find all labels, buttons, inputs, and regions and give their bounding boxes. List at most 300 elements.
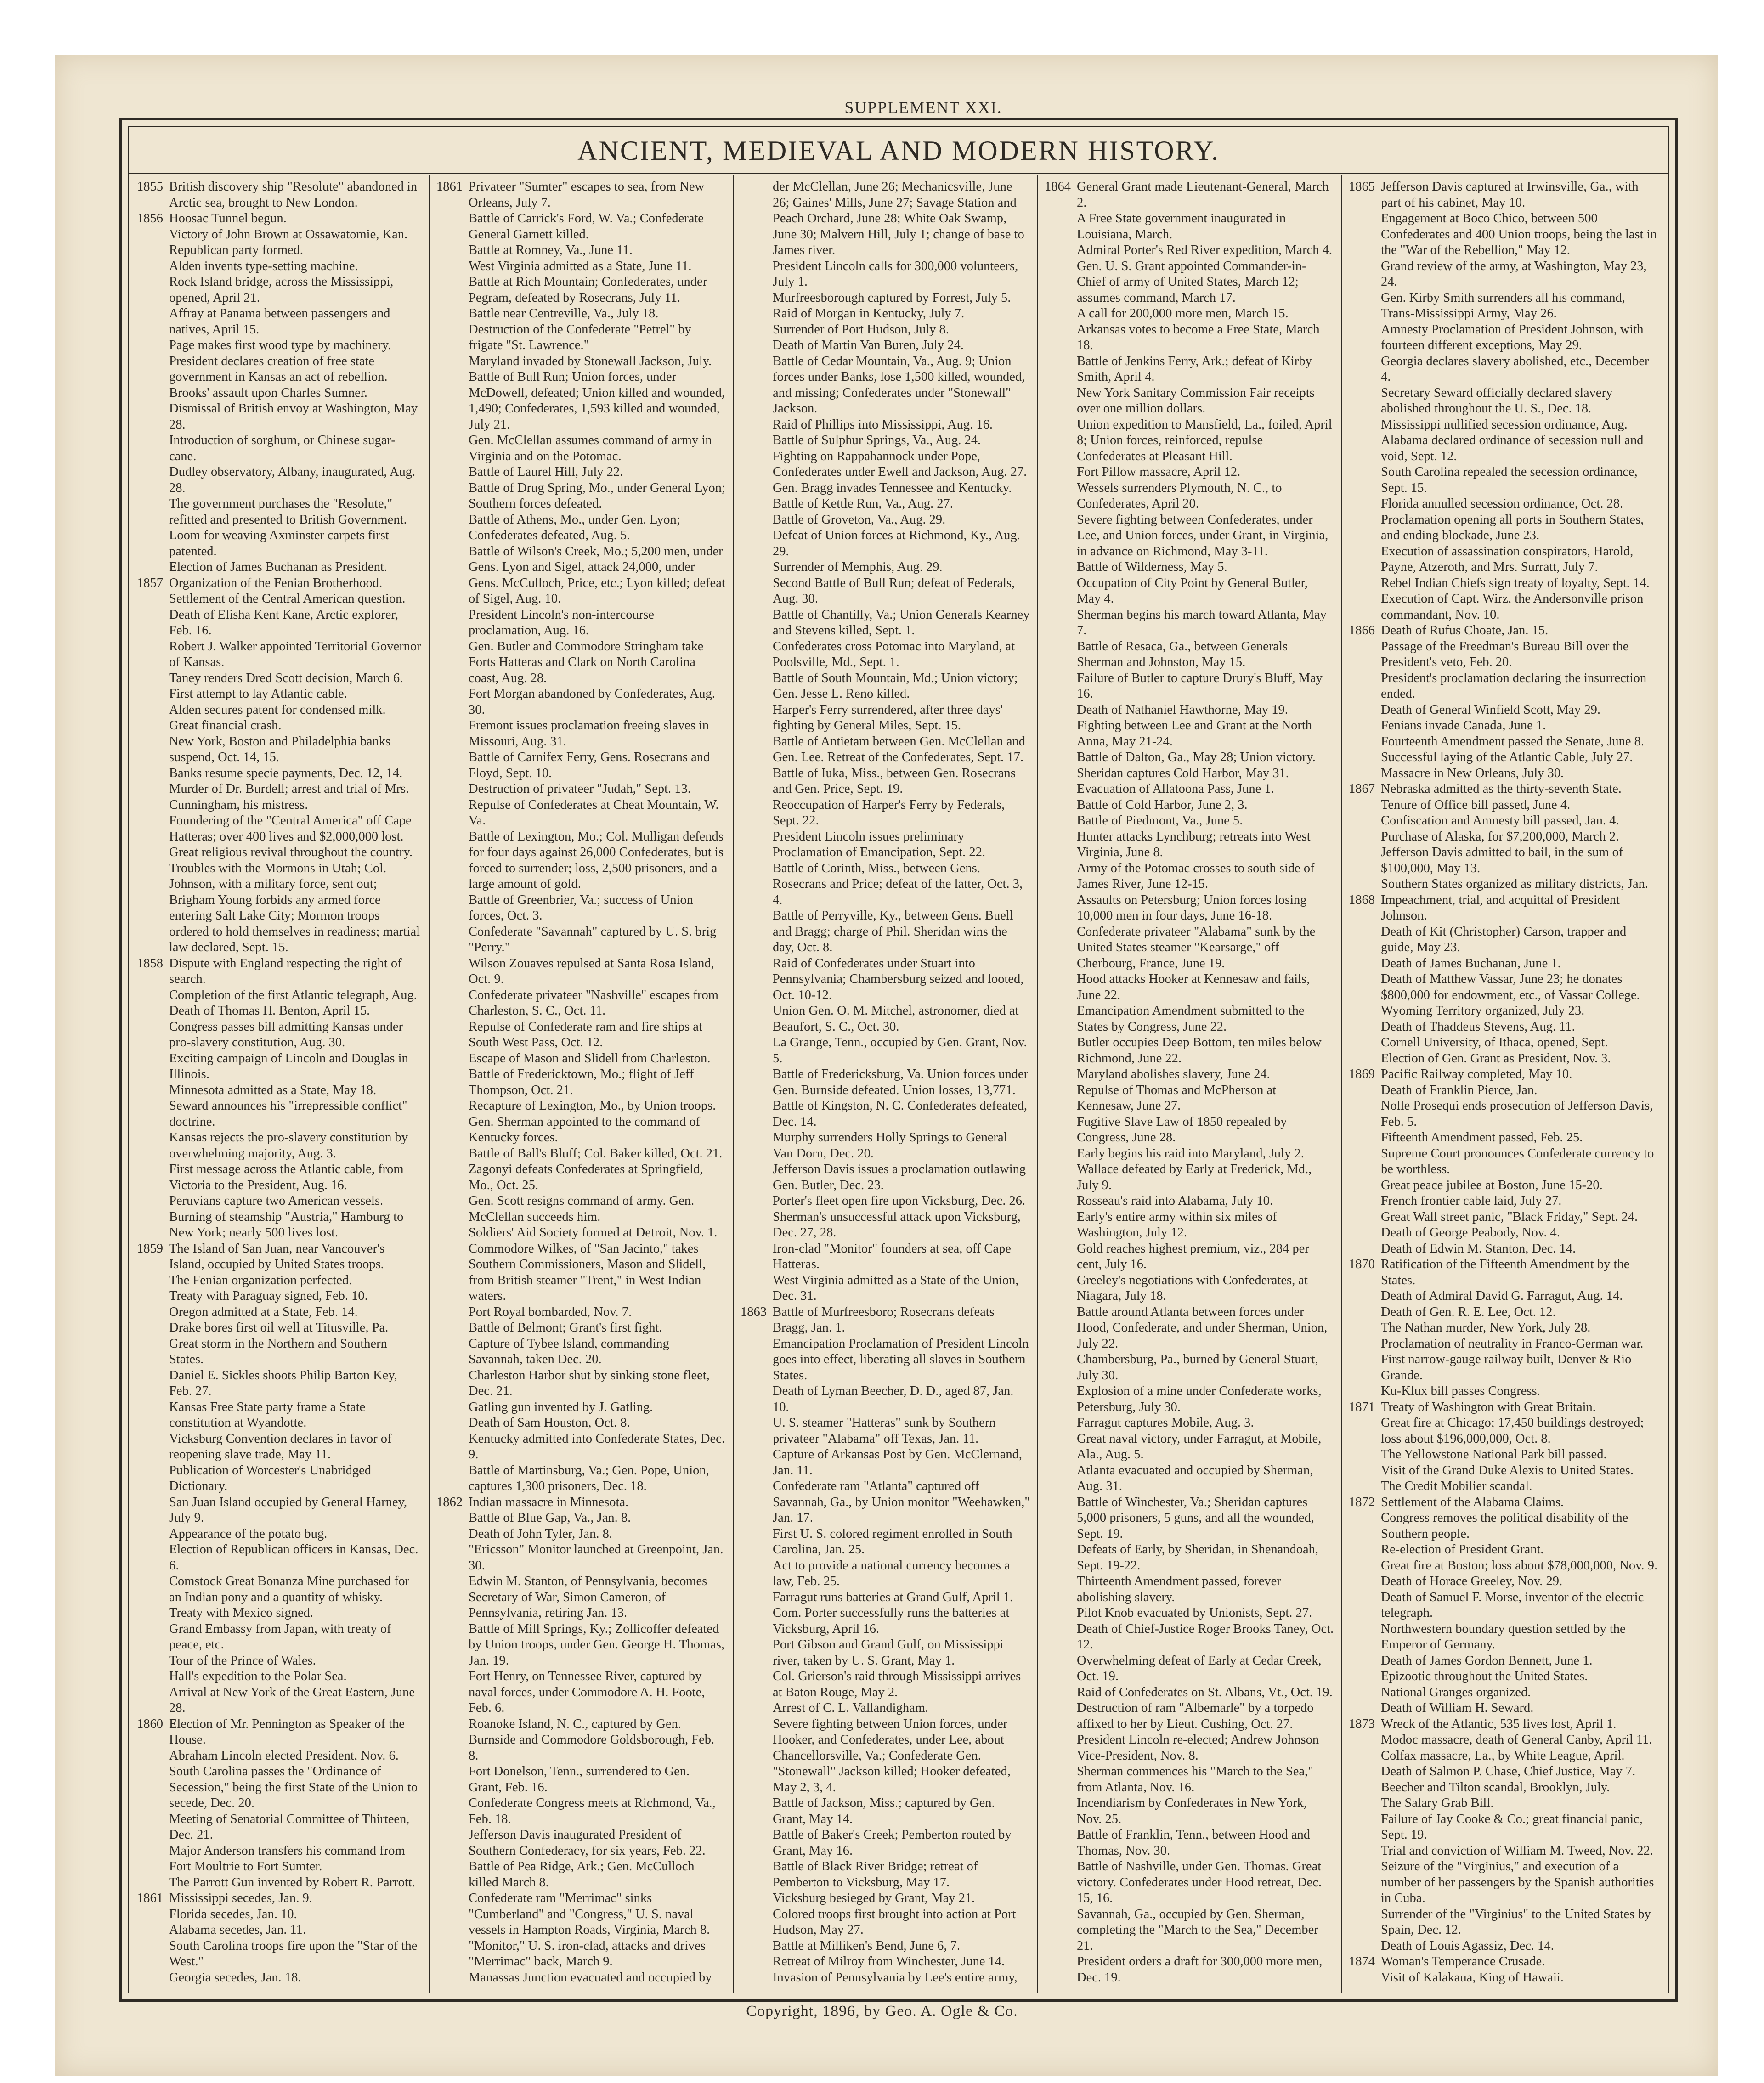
entry-text: The Fenian organization perfected. bbox=[169, 1273, 352, 1287]
entry-text: Meeting of Senatorial Committee of Thirteen, Dec. 21. bbox=[169, 1812, 410, 1842]
history-entry bbox=[1349, 781, 1661, 797]
entry-text: Severe fighting between Confederates, under Lee, and Union forces, under Grant, in Virginia, in advance on Richmond, May 3-11. bbox=[1077, 512, 1329, 559]
history-entry bbox=[137, 1812, 422, 1843]
entry-year bbox=[1349, 1019, 1381, 1035]
entry-text: Major Anderson transfers his command from Fort Moultrie to Fort Sumter. bbox=[169, 1843, 405, 1874]
entry-year bbox=[741, 702, 773, 734]
entry-year bbox=[1045, 971, 1077, 1003]
entry-year bbox=[741, 1447, 773, 1479]
entry-text: Roanoke Island, N. C., captured by Gen. Burnside and Commodore Goldsborough, Feb. 8. bbox=[469, 1716, 715, 1763]
entry-year: 1857 bbox=[137, 576, 163, 590]
entry-text: Union expedition to Mansfield, La., foiled, April 8; Union forces, reinforced, repulse Confederates at Pleasant Hill. bbox=[1077, 417, 1332, 463]
history-entry bbox=[1349, 1336, 1661, 1352]
entry-text: Treaty with Mexico signed. bbox=[169, 1606, 314, 1620]
history-entry bbox=[436, 924, 726, 956]
entry-text: Epizootic throughout the United States. bbox=[1381, 1669, 1588, 1683]
history-entry bbox=[1045, 1083, 1334, 1114]
entry-text: Passage of the Freedman's Bureau Bill over the President's veto, Feb. 20. bbox=[1381, 639, 1629, 669]
history-entry bbox=[1045, 417, 1334, 465]
entry-year bbox=[436, 686, 469, 718]
entry-text: Assaults on Petersburg; Union forces losing 10,000 men in four days, June 16-18. bbox=[1077, 892, 1307, 923]
entry-year bbox=[436, 1098, 469, 1114]
entry-text: Tour of the Prince of Wales. bbox=[169, 1653, 316, 1668]
entry-text: General Grant made Lieutenant-General, March 2. bbox=[1077, 180, 1329, 210]
entry-year bbox=[741, 1970, 773, 1985]
page-frame-inner bbox=[128, 126, 1669, 1993]
history-entry bbox=[436, 686, 726, 718]
history-entry bbox=[137, 1241, 422, 1273]
entry-year bbox=[741, 1669, 773, 1700]
entry-text: Battle of Fredericksburg, Va. Union forces under Gen. Burnside defeated. Union losses, 13,771. bbox=[773, 1067, 1029, 1097]
history-entry bbox=[1045, 1035, 1334, 1067]
entry-year bbox=[137, 781, 169, 813]
entry-year bbox=[436, 1526, 469, 1542]
history-entry bbox=[1349, 671, 1661, 702]
history-entry bbox=[1349, 1510, 1661, 1542]
history-entry bbox=[1045, 750, 1334, 766]
entry-year bbox=[741, 1273, 773, 1304]
entry-text: First message across the Atlantic cable, from Victoria to the President, Aug. 16. bbox=[169, 1162, 404, 1192]
history-entry bbox=[741, 956, 1030, 1004]
entry-text: Beecher and Tilton scandal, Brooklyn, July. bbox=[1381, 1780, 1610, 1795]
entry-year bbox=[1349, 1098, 1381, 1130]
entry-year bbox=[1349, 766, 1381, 782]
history-entry bbox=[1349, 1193, 1661, 1209]
history-entry bbox=[436, 1304, 726, 1321]
history-entry bbox=[137, 845, 422, 861]
history-entry bbox=[1349, 971, 1661, 1003]
history-entry bbox=[137, 1130, 422, 1162]
entry-text: Abraham Lincoln elected President, Nov. 6. South Carolina passes the "Ordinance of Secession," being the first State of the Union to secede, Dec. 20. bbox=[169, 1748, 418, 1810]
history-entry bbox=[741, 449, 1030, 480]
history-entry bbox=[436, 1574, 726, 1621]
entry-year bbox=[741, 1162, 773, 1193]
history-entry bbox=[741, 1130, 1030, 1162]
entry-text: Colfax massacre, La., by White League, April. bbox=[1381, 1748, 1625, 1763]
entry-year bbox=[1349, 1669, 1381, 1685]
entry-year bbox=[1045, 1431, 1077, 1463]
history-entry bbox=[1045, 306, 1334, 322]
entry-year bbox=[1349, 750, 1381, 766]
entry-year bbox=[1045, 1859, 1077, 1907]
history-entry bbox=[1349, 1352, 1661, 1383]
history-entry bbox=[1045, 766, 1334, 782]
entry-text: Battle of Athens, Mo., under Gen. Lyon; Confederates defeated, Aug. 5. bbox=[469, 512, 680, 542]
history-entry bbox=[1045, 1653, 1334, 1685]
entry-year bbox=[1045, 1035, 1077, 1067]
entry-year bbox=[741, 259, 773, 290]
entry-text: Death of James Buchanan, June 1. bbox=[1381, 956, 1561, 971]
entry-year bbox=[1349, 971, 1381, 1003]
entry-year bbox=[137, 607, 169, 639]
history-entry bbox=[137, 1019, 422, 1051]
entry-text: Purchase of Alaska, for $7,200,000, March 2. bbox=[1381, 829, 1619, 844]
entry-text: Fremont issues proclamation freeing slaves in Missouri, Aug. 31. bbox=[469, 718, 709, 749]
entry-text: Florida secedes, Jan. 10. bbox=[169, 1907, 297, 1921]
entry-text: Northwestern boundary question settled by the Emperor of Germany. bbox=[1381, 1621, 1626, 1652]
entry-year bbox=[1045, 306, 1077, 322]
entry-year bbox=[1349, 1732, 1381, 1748]
entry-year bbox=[1349, 876, 1381, 892]
entry-year bbox=[1349, 259, 1381, 290]
entry-text: Battle of Mill Springs, Ky.; Zollicoffer defeated by Union troops, under Gen. George H. Thomas, Jan. 19. bbox=[469, 1621, 724, 1668]
history-entry bbox=[1349, 1780, 1661, 1796]
history-entry bbox=[1045, 1273, 1334, 1304]
history-entry bbox=[137, 671, 422, 687]
entry-text: Battle of Belmont; Grant's first fight. bbox=[469, 1321, 662, 1335]
entry-text: Death of Nathaniel Hawthorne, May 19. bbox=[1077, 702, 1288, 717]
history-entry bbox=[1349, 623, 1661, 639]
history-entry bbox=[1045, 1415, 1334, 1431]
entry-year bbox=[1349, 544, 1381, 576]
history-entry bbox=[1349, 496, 1661, 512]
history-entry bbox=[1349, 1415, 1661, 1447]
entry-text: Incendiarism by Confederates in New York, Nov. 25. bbox=[1077, 1796, 1307, 1826]
history-entry bbox=[741, 259, 1030, 290]
entry-year bbox=[741, 322, 773, 338]
history-entry bbox=[137, 1748, 422, 1812]
history-entry bbox=[137, 1051, 422, 1083]
entry-year bbox=[741, 1067, 773, 1098]
history-entry bbox=[1349, 1843, 1661, 1859]
entry-text: South Carolina troops fire upon the "Star of the West." bbox=[169, 1938, 418, 1969]
entry-year: 1860 bbox=[137, 1716, 163, 1731]
history-entry bbox=[1045, 1383, 1334, 1415]
history-entry bbox=[137, 1922, 422, 1938]
history-entry bbox=[436, 1891, 726, 1938]
entry-year bbox=[1349, 1510, 1381, 1542]
entry-year bbox=[436, 607, 469, 639]
page-title: ANCIENT, MEDIEVAL AND MODERN HISTORY. bbox=[577, 135, 1220, 166]
entry-text: Savannah, Ga., occupied by Gen. Sherman, completing the "March to the Sea," December 21. bbox=[1077, 1907, 1318, 1953]
entry-text: President Lincoln issues preliminary Proclamation of Emancipation, Sept. 22. bbox=[773, 829, 986, 859]
entry-year bbox=[1349, 433, 1381, 464]
entry-year bbox=[436, 1051, 469, 1067]
entry-text: Capture of Tybee Island, commanding Savannah, taken Dec. 20. bbox=[469, 1336, 669, 1366]
entry-text: Mississippi secedes, Jan. 9. bbox=[169, 1891, 312, 1905]
entry-text: Fort Henry, on Tennessee River, captured by naval forces, under Commodore A. H. Foote, Feb. 6. bbox=[469, 1669, 705, 1715]
history-entry bbox=[1349, 813, 1661, 829]
history-entry bbox=[1349, 1542, 1661, 1558]
entry-year bbox=[1045, 1827, 1077, 1859]
history-entry bbox=[741, 639, 1030, 671]
entry-text: Death of Lyman Beecher, D. D., aged 87, Jan. 10. bbox=[773, 1384, 1014, 1414]
entry-text: Jefferson Davis issues a proclamation outlawing Gen. Butler, Dec. 23. bbox=[773, 1162, 1026, 1192]
history-entry bbox=[1045, 718, 1334, 750]
entry-text: Treaty of Washington with Great Britain. bbox=[1381, 1400, 1596, 1414]
history-entry bbox=[741, 1241, 1030, 1273]
entry-text: Edwin M. Stanton, of Pennsylvania, becomes Secretary of War, Simon Cameron, of Pennsylvania, retiring Jan. 13. bbox=[469, 1574, 707, 1620]
entry-text: President's proclamation declaring the insurrection ended. bbox=[1381, 671, 1647, 701]
history-entry bbox=[741, 1700, 1030, 1716]
entry-year bbox=[137, 1003, 169, 1019]
entry-text: Battle of Wilson's Creek, Mo.; 5,200 men, under Gens. Lyon and Sigel, attack 24,000, under Gens. McCulloch, Price, etc.; Lyon killed; defeat of Sigel, Aug. 10. bbox=[469, 544, 725, 606]
entry-text: Death of Franklin Pierce, Jan. bbox=[1381, 1083, 1538, 1097]
entry-year bbox=[436, 1336, 469, 1368]
entry-year bbox=[741, 433, 773, 449]
entry-text: Death of John Tyler, Jan. 8. bbox=[469, 1526, 612, 1541]
history-entry bbox=[1045, 1067, 1334, 1083]
entry-text: A call for 200,000 more men, March 15. bbox=[1077, 306, 1289, 321]
entry-year bbox=[1045, 766, 1077, 782]
entry-text: Retreat of Milroy from Winchester, June 14. bbox=[773, 1954, 1005, 1969]
entry-text: Maryland invaded by Stonewall Jackson, July. bbox=[469, 354, 712, 368]
history-entry bbox=[741, 829, 1030, 861]
entry-text: Death of Gen. R. E. Lee, Oct. 12. bbox=[1381, 1304, 1556, 1319]
entry-text: Tenure of Office bill passed, June 4. bbox=[1381, 797, 1571, 812]
entry-text: Confiscation and Amnesty bill passed, Jan. 4. bbox=[1381, 813, 1619, 828]
history-entry bbox=[1045, 1764, 1334, 1795]
entry-text: Raid of Morgan in Kentucky, July 7. bbox=[773, 306, 965, 321]
entry-text: Nebraska admitted as the thirty-seventh State. bbox=[1381, 782, 1622, 796]
entry-year bbox=[1349, 1336, 1381, 1352]
history-entry bbox=[436, 1526, 726, 1542]
entry-year bbox=[1045, 1003, 1077, 1035]
entry-year bbox=[741, 1716, 773, 1796]
history-entry bbox=[436, 306, 726, 322]
entry-text: First U. S. colored regiment enrolled in South Carolina, Jan. 25. bbox=[773, 1526, 1012, 1557]
entry-year bbox=[137, 227, 169, 243]
history-entry bbox=[436, 829, 726, 892]
history-entry bbox=[1349, 702, 1661, 718]
entry-text: Visit of Kalakaua, King of Hawaii. bbox=[1381, 1970, 1564, 1984]
entry-text: Death of Edwin M. Stanton, Dec. 14. bbox=[1381, 1241, 1576, 1256]
entry-year bbox=[741, 1003, 773, 1035]
entry-year bbox=[1349, 1035, 1381, 1051]
entry-year bbox=[741, 1098, 773, 1130]
entry-year bbox=[1349, 734, 1381, 750]
history-entry bbox=[137, 259, 422, 275]
history-entry bbox=[436, 274, 726, 306]
entry-year bbox=[741, 179, 773, 259]
history-entry bbox=[1349, 1019, 1661, 1035]
entry-year bbox=[436, 1938, 469, 1970]
entry-text: Soldiers' Aid Society formed at Detroit, Nov. 1. bbox=[469, 1225, 718, 1240]
history-entry bbox=[741, 1954, 1030, 1970]
history-entry bbox=[741, 1970, 1030, 1985]
entry-text: Proclamation of neutrality in Franco-German war. bbox=[1381, 1336, 1644, 1351]
history-entry bbox=[741, 1716, 1030, 1796]
history-entry bbox=[1349, 1732, 1661, 1748]
entry-year bbox=[436, 988, 469, 1019]
history-entry bbox=[1349, 1479, 1661, 1495]
entry-text: Ku-Klux bill passes Congress. bbox=[1381, 1384, 1540, 1398]
entry-year bbox=[741, 1954, 773, 1970]
entry-year bbox=[1349, 591, 1381, 623]
entry-year bbox=[137, 671, 169, 687]
history-entry bbox=[1045, 1431, 1334, 1463]
entry-text: Destruction of ram "Albemarle" by a torpedo affixed to her by Lieut. Cushing, Oct. 27. bbox=[1077, 1701, 1314, 1731]
history-entry bbox=[436, 607, 726, 639]
entry-text: Reoccupation of Harper's Ferry by Federals, Sept. 22. bbox=[773, 797, 1005, 828]
history-entry bbox=[741, 1383, 1030, 1415]
entry-year bbox=[137, 528, 169, 559]
entry-year bbox=[436, 1621, 469, 1669]
history-entry bbox=[741, 671, 1030, 702]
history-entry bbox=[436, 1019, 726, 1051]
entry-year: 1858 bbox=[137, 956, 163, 971]
entry-text: Gen. U. S. Grant appointed Commander-in-Chief of army of United States, March 12; assumes command, March 17. bbox=[1077, 259, 1306, 305]
entry-text: Rock Island bridge, across the Mississippi, opened, April 21. bbox=[169, 275, 394, 305]
entry-text: The government purchases the "Resolute," refitted and presented to British Government. bbox=[169, 497, 407, 527]
history-entry bbox=[1349, 956, 1661, 972]
entry-year bbox=[436, 639, 469, 687]
history-entry bbox=[1045, 781, 1334, 797]
entry-text: Gen. Butler and Commodore Stringham take Forts Hatteras and Clark on North Carolina coast, Aug. 28. bbox=[469, 639, 704, 685]
history-entry bbox=[1349, 544, 1661, 576]
entry-text: Greeley's negotiations with Confederates, at Niagara, July 18. bbox=[1077, 1273, 1308, 1303]
entry-year bbox=[741, 1558, 773, 1590]
entry-text: Proclamation opening all ports in Southern States, and ending blockade, June 23. bbox=[1381, 512, 1644, 542]
entry-text: Repulse of Thomas and McPherson at Kennesaw, June 27. bbox=[1077, 1083, 1277, 1113]
entry-year bbox=[1045, 671, 1077, 702]
history-entry bbox=[1045, 559, 1334, 576]
entry-year bbox=[1349, 797, 1381, 813]
entry-text: The Credit Mobilier scandal. bbox=[1381, 1479, 1532, 1493]
history-entry bbox=[137, 1368, 422, 1400]
history-entry bbox=[1045, 1241, 1334, 1273]
history-entry bbox=[1349, 179, 1661, 211]
entry-text: Seizure of the "Virginius," and execution of a number of her passengers by the Spanish authorities in Cuba. bbox=[1381, 1859, 1654, 1905]
entry-year bbox=[1045, 576, 1077, 607]
history-entry bbox=[1045, 1495, 1334, 1542]
entry-year bbox=[436, 1970, 469, 1985]
history-entry bbox=[137, 227, 422, 243]
entry-year bbox=[436, 1304, 469, 1321]
entry-text: Harper's Ferry surrendered, after three days' fighting by General Miles, Sept. 15. bbox=[773, 702, 1003, 733]
history-entry bbox=[436, 1114, 726, 1146]
entry-text: Battle of Lexington, Mo.; Col. Mulligan defends for four days against 26,000 Confederates, but is forced to surrender; loss, 2,500 prisoners, and a large amount of gold. bbox=[469, 829, 724, 891]
history-entry bbox=[137, 433, 422, 464]
entry-text: Battle of Ball's Bluff; Col. Baker killed, Oct. 21. bbox=[469, 1146, 723, 1161]
entry-text: Battle of Drug Spring, Mo., under General Lyon; Southern forces defeated. bbox=[469, 480, 725, 511]
entry-text: Colored troops first brought into action at Port Hudson, May 27. bbox=[773, 1907, 1016, 1937]
entry-text: Death of General Winfield Scott, May 29. bbox=[1381, 702, 1600, 717]
entry-year bbox=[741, 1859, 773, 1891]
entry-text: Death of Chief-Justice Roger Brooks Taney, Oct. 12. bbox=[1077, 1621, 1334, 1652]
entry-year bbox=[1349, 1225, 1381, 1241]
entry-year bbox=[741, 1590, 773, 1606]
entry-text: Explosion of a mine under Confederate works, Petersburg, July 30. bbox=[1077, 1384, 1322, 1414]
entry-year bbox=[137, 861, 169, 956]
entry-year bbox=[1349, 1764, 1381, 1780]
history-entry bbox=[1349, 1003, 1661, 1019]
history-entry bbox=[1349, 1209, 1661, 1225]
entry-text: Successful laying of the Atlantic Cable, July 27. bbox=[1381, 750, 1633, 764]
entry-year bbox=[436, 1320, 469, 1336]
entry-year bbox=[1045, 1209, 1077, 1241]
entry-text: Death of Sam Houston, Oct. 8. bbox=[469, 1416, 630, 1430]
entry-year bbox=[436, 1146, 469, 1162]
entry-text: Introduction of sorghum, or Chinese sugar-cane. bbox=[169, 433, 396, 463]
entry-year bbox=[741, 306, 773, 322]
entry-text: Battle near Centreville, Va., July 18. bbox=[469, 306, 659, 321]
history-entry bbox=[137, 988, 422, 1004]
entry-year bbox=[1349, 1843, 1381, 1859]
entry-text: Battle of Wilderness, May 5. bbox=[1077, 560, 1227, 574]
entry-text: Fighting on Rappahannock under Pope, Confederates under Ewell and Jackson, Aug. 27. bbox=[773, 449, 1027, 479]
entry-text: Alabama secedes, Jan. 11. bbox=[169, 1923, 306, 1937]
entry-text: Severe fighting between Union forces, under Hooker, and Confederates, under Lee, about Chancellorsville, Va.; Confederate Gen. "Stonewall" Jackson killed; Hooker defeated, May 2, 3, 4. bbox=[773, 1716, 1011, 1795]
entry-text: Murfreesborough captured by Forrest, July 5. bbox=[773, 290, 1011, 305]
entry-text: First narrow-gauge railway built, Denver & Rio Grande. bbox=[1381, 1352, 1632, 1383]
history-entry bbox=[1349, 1812, 1661, 1843]
history-entry bbox=[1349, 1067, 1661, 1083]
entry-text: President declares creation of free state government in Kansas an act of rebellion. bbox=[169, 354, 388, 384]
entry-year bbox=[1349, 1558, 1381, 1574]
entry-year bbox=[137, 354, 169, 385]
history-entry bbox=[1045, 211, 1334, 243]
history-entry bbox=[436, 1859, 726, 1891]
entry-text: Confederate ram "Atlanta" captured off Savannah, Ga., by Union monitor "Weehawken," Jan. 17. bbox=[773, 1479, 1030, 1525]
entry-year bbox=[436, 274, 469, 306]
history-entry bbox=[436, 892, 726, 924]
history-entry bbox=[741, 480, 1030, 497]
entry-year bbox=[1349, 1748, 1381, 1764]
history-entry bbox=[137, 861, 422, 956]
entry-year bbox=[1349, 1970, 1381, 1985]
entry-year bbox=[137, 1098, 169, 1130]
history-entry bbox=[137, 338, 422, 354]
entry-year bbox=[741, 1035, 773, 1067]
entry-text: Burning of steamship "Austria," Hamburg to New York; nearly 500 lives lost. bbox=[169, 1209, 404, 1240]
history-entry bbox=[436, 750, 726, 781]
column-divider bbox=[429, 175, 430, 1993]
entry-text: Battle of Cold Harbor, June 2, 3. bbox=[1077, 797, 1248, 812]
entry-text: Confederates cross Potomac into Maryland, at Poolsville, Md., Sept. 1. bbox=[773, 639, 1015, 669]
entry-text: Kansas Free State party frame a State constitution at Wyandotte. bbox=[169, 1400, 366, 1430]
entry-text: Congress passes bill admitting Kansas under pro-slavery constitution, Aug. 30. bbox=[169, 1019, 403, 1050]
entry-year bbox=[1045, 417, 1077, 465]
entry-text: Sherman begins his march toward Atlanta, May 7. bbox=[1077, 607, 1327, 638]
history-entry bbox=[741, 1637, 1030, 1669]
entry-text: Death of Thomas H. Benton, April 15. bbox=[169, 1004, 370, 1018]
history-entry bbox=[1349, 512, 1661, 544]
entry-text: Butler occupies Deep Bottom, ten miles below Richmond, June 22. bbox=[1077, 1035, 1322, 1066]
entry-text: Raid of Confederates under Stuart into Pennsylvania; Chambersburg seized and looted, Oct. 10-12. bbox=[773, 956, 1024, 1002]
entry-text: Georgia declares slavery abolished, etc., December 4. bbox=[1381, 354, 1649, 384]
history-entry bbox=[436, 179, 726, 211]
entry-year bbox=[436, 322, 469, 354]
history-entry bbox=[137, 686, 422, 702]
entry-year bbox=[137, 591, 169, 607]
entry-year bbox=[741, 671, 773, 702]
history-entry bbox=[436, 322, 726, 354]
history-entry bbox=[741, 1605, 1030, 1637]
entry-year: 1859 bbox=[137, 1241, 163, 1256]
history-entry bbox=[137, 306, 422, 338]
entry-year bbox=[1349, 1003, 1381, 1019]
entry-year bbox=[137, 1019, 169, 1051]
entry-year bbox=[1045, 607, 1077, 639]
history-entry bbox=[137, 1526, 422, 1542]
entry-text: Death of Rufus Choate, Jan. 15. bbox=[1381, 623, 1549, 638]
entry-year bbox=[741, 829, 773, 861]
history-entry bbox=[436, 718, 726, 750]
entry-text: Organization of the Fenian Brotherhood. bbox=[169, 576, 383, 590]
entry-year bbox=[436, 797, 469, 829]
entry-year bbox=[137, 1130, 169, 1162]
entry-year bbox=[1045, 1685, 1077, 1701]
entry-text: Charleston Harbor shut by sinking stone fleet, Dec. 21. bbox=[469, 1368, 710, 1398]
entry-text: Pilot Knob evacuated by Unionists, Sept. 27. bbox=[1077, 1606, 1312, 1620]
history-entry bbox=[137, 1574, 422, 1605]
entry-year: 1861 bbox=[137, 1891, 163, 1905]
entry-year: 1874 bbox=[1349, 1954, 1375, 1969]
entry-year bbox=[1045, 322, 1077, 354]
history-entry bbox=[1045, 512, 1334, 560]
entry-text: Failure of Butler to capture Drury's Bluff, May 16. bbox=[1077, 671, 1323, 701]
